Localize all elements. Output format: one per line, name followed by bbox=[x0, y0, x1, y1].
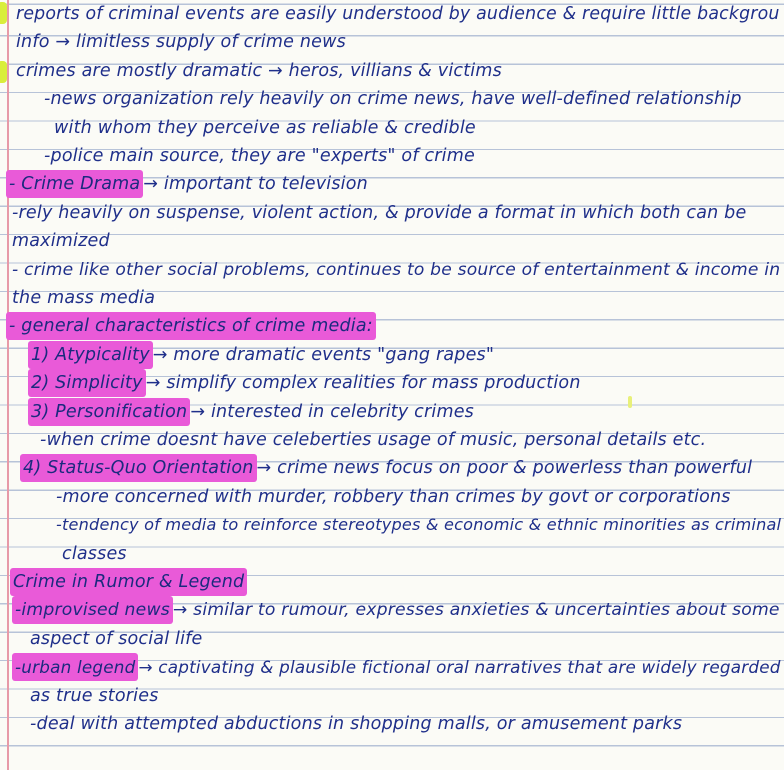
highlighted-heading: 1) Atypicality bbox=[28, 341, 153, 369]
note-text: -news organization rely heavily on crime news, have well-defined relationship bbox=[44, 89, 742, 110]
highlighted-heading: 4) Status-Quo Orientation bbox=[20, 454, 257, 482]
note-line bbox=[0, 398, 784, 426]
highlighted-heading: - Crime Drama bbox=[6, 170, 143, 198]
note-text: aspect of social life bbox=[30, 628, 203, 649]
note-line bbox=[0, 199, 784, 227]
note-text: -rely heavily on suspense, violent action, & provide a format in which both can be bbox=[12, 202, 747, 223]
note-line bbox=[0, 483, 784, 511]
note-text: -more concerned with murder, robbery than crimes by govt or corporations bbox=[56, 486, 731, 507]
note-text: crimes are mostly dramatic → heros, villians & victims bbox=[16, 60, 502, 81]
note-text: → important to television bbox=[143, 174, 368, 195]
note-line bbox=[0, 142, 784, 170]
note-line bbox=[0, 114, 784, 142]
note-text: → crime news focus on poor & powerless than powerful bbox=[256, 458, 753, 479]
note-line bbox=[0, 426, 784, 454]
note-line bbox=[0, 682, 784, 710]
note-text: classes bbox=[62, 543, 127, 564]
note-line bbox=[0, 710, 784, 738]
note-text: → captivating & plausible fictional oral narratives that are widely regarded bbox=[138, 657, 781, 678]
note-text: -police main source, they are "experts" of crime bbox=[44, 146, 475, 166]
note-line bbox=[0, 341, 784, 369]
note-text: reports of criminal events are easily understood by audience & require little backgrou bbox=[16, 4, 780, 24]
note-line bbox=[0, 454, 784, 482]
highlighted-heading: 3) Personification bbox=[28, 398, 190, 426]
highlighted-heading: Crime in Rumor & Legend bbox=[10, 568, 247, 596]
highlighted-heading: 2) Simplicity bbox=[28, 369, 146, 397]
note-line bbox=[0, 85, 784, 113]
note-line bbox=[0, 540, 784, 568]
note-text: - crime like other social problems, continues to be source of entertainment & income in bbox=[12, 259, 781, 280]
note-text: -when crime doesnt have celeberties usage of music, personal details etc. bbox=[40, 430, 707, 450]
note-line bbox=[0, 596, 784, 624]
note-text: info → limitless supply of crime news bbox=[16, 32, 346, 53]
note-line bbox=[0, 312, 784, 340]
note-line bbox=[0, 170, 784, 198]
note-text: → more dramatic events "gang rapes" bbox=[152, 344, 495, 365]
note-line bbox=[0, 625, 784, 653]
note-line bbox=[0, 369, 784, 397]
note-text: as true stories bbox=[30, 685, 159, 706]
note-line bbox=[0, 227, 784, 255]
note-text: with whom they perceive as reliable & credible bbox=[54, 117, 476, 138]
note-text: → simplify complex realities for mass production bbox=[145, 373, 581, 394]
note-line bbox=[0, 568, 784, 596]
highlighted-heading: - general characteristics of crime media: bbox=[6, 312, 376, 340]
highlighted-heading: -urban legend bbox=[12, 653, 138, 681]
note-text: -deal with attempted abductions in shopping malls, or amusement parks bbox=[30, 714, 683, 734]
note-text: → interested in celebrity crimes bbox=[190, 401, 474, 422]
note-text: → similar to rumour, expresses anxieties & uncertainties about some bbox=[172, 600, 780, 621]
note-text: maximized bbox=[12, 231, 110, 252]
note-line bbox=[0, 256, 784, 284]
note-line bbox=[0, 284, 784, 312]
highlighted-heading: -improvised news bbox=[12, 596, 173, 624]
note-line bbox=[0, 28, 784, 56]
note-line bbox=[0, 511, 784, 539]
note-line bbox=[0, 0, 784, 28]
note-text: -tendency of media to reinforce stereotypes & economic & ethnic minorities as criminal bbox=[56, 515, 782, 535]
note-line bbox=[0, 57, 784, 85]
note-line bbox=[0, 653, 784, 681]
note-text: the mass media bbox=[12, 288, 156, 308]
